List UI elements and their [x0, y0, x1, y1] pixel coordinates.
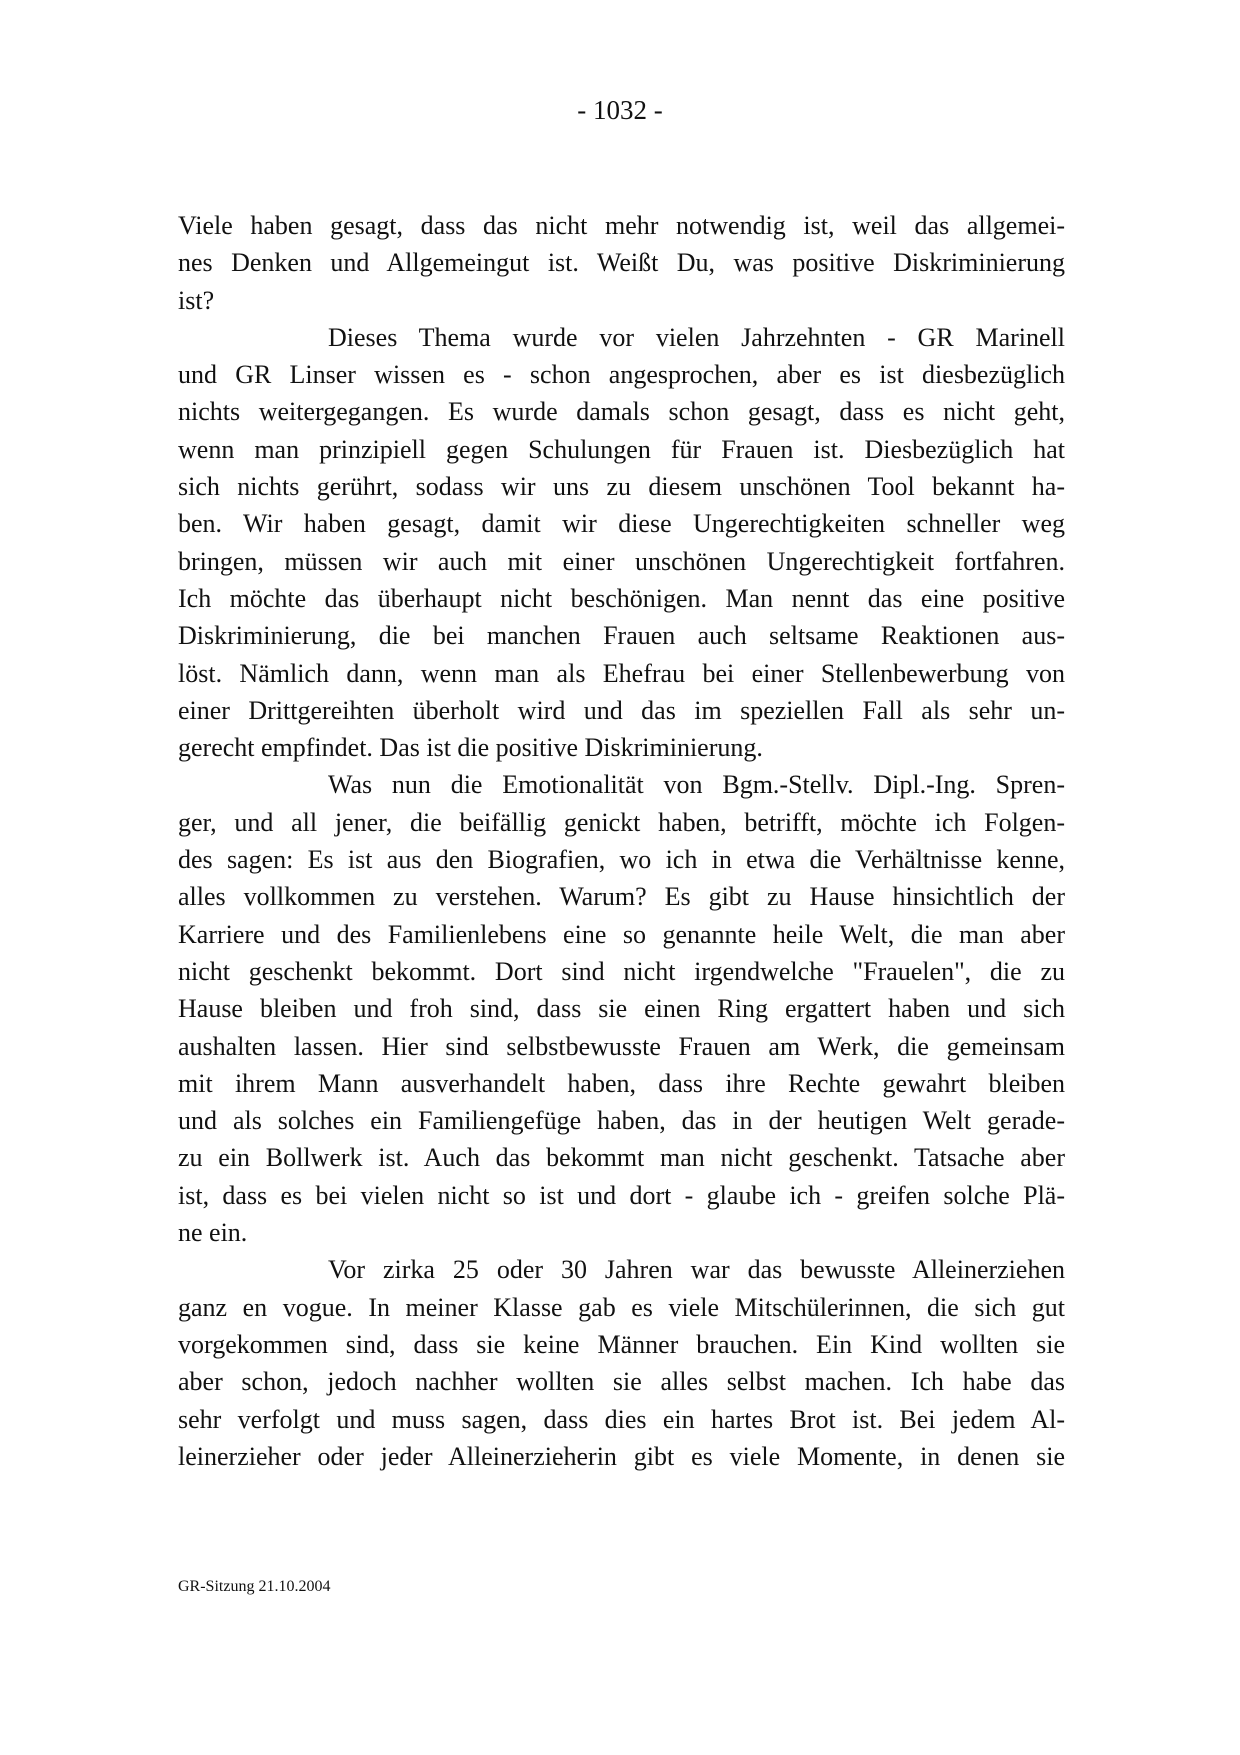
text-line: sehr verfolgt und muss sagen, dass dies ein hartes Brot ist. Bei jedem Al- [178, 1404, 1065, 1434]
text-line: Was nun die Emotionalität von Bgm.-Stellv. Dipl.-Ing. Spren- [328, 770, 1065, 800]
text-line: leinerzieher oder jeder Alleinerzieherin gibt es viele Momente, in denen sie [178, 1441, 1065, 1471]
text-line: ist, dass es bei vielen nicht so ist und dort - glaube ich - greifen solche Plä- [178, 1180, 1065, 1210]
text-line: aushalten lassen. Hier sind selbstbewusste Frauen am Werk, die gemeinsam [178, 1031, 1065, 1061]
text-line: Karriere und des Familienlebens eine so genannte heile Welt, die man aber [178, 919, 1065, 949]
text-line: ganz en vogue. In meiner Klasse gab es viele Mitschülerinnen, die sich gut [178, 1292, 1065, 1322]
text-line: Viele haben gesagt, dass das nicht mehr notwendig ist, weil das allgemei- [178, 211, 1065, 240]
text-line: alles vollkommen zu verstehen. Warum? Es gibt zu Hause hinsichtlich der [178, 882, 1065, 912]
text-line: Dieses Thema wurde vor vielen Jahrzehnten - GR Marinell [328, 322, 1065, 352]
text-line: nicht geschenkt bekommt. Dort sind nicht irgendwelche "Frauelen", die zu [178, 956, 1065, 986]
text-line: aber schon, jedoch nachher wollten sie alles selbst machen. Ich habe das [178, 1367, 1065, 1397]
body-text [178, 207, 1065, 1475]
text-line: sich nichts gerührt, sodass wir uns zu diesem unschönen Tool bekannt ha- [178, 472, 1065, 502]
text-line: zu ein Bollwerk ist. Auch das bekommt man nicht geschenkt. Tatsache aber [178, 1143, 1065, 1173]
text-line: ne ein. [178, 1218, 248, 1248]
text-line: bringen, müssen wir auch mit einer unschönen Ungerechtigkeit fortfahren. [178, 546, 1065, 576]
text-line: löst. Nämlich dann, wenn man als Ehefrau bei einer Stellenbewerbung von [178, 658, 1065, 688]
paragraph [178, 766, 1065, 1251]
text-line: Ich möchte das überhaupt nicht beschönigen. Man nennt das eine positive [178, 583, 1065, 613]
paragraph [178, 207, 1065, 319]
text-line: ger, und all jener, die beifällig genickt haben, betrifft, möchte ich Folgen- [178, 807, 1065, 837]
text-line: vorgekommen sind, dass sie keine Männer brauchen. Ein Kind wollten sie [178, 1329, 1065, 1359]
text-line: nichts weitergegangen. Es wurde damals schon gesagt, dass es nicht geht, [178, 397, 1065, 427]
text-line: mit ihrem Mann ausverhandelt haben, dass ihre Rechte gewahrt bleiben [178, 1068, 1065, 1098]
text-line: einer Drittgereihten überholt wird und das im speziellen Fall als sehr un- [178, 695, 1065, 725]
text-line: und als solches ein Familiengefüge haben, das in der heutigen Welt gerade- [178, 1106, 1065, 1136]
paragraph [178, 319, 1065, 767]
text-line: Hause bleiben und froh sind, dass sie einen Ring ergattert haben und sich [178, 994, 1065, 1024]
page-number: - 1032 - [577, 95, 663, 125]
text-line: Diskriminierung, die bei manchen Frauen auch seltsame Reaktionen aus- [178, 621, 1065, 651]
text-line: ist? [178, 285, 215, 315]
text-line: wenn man prinzipiell gegen Schulungen für Frauen ist. Diesbezüglich hat [178, 434, 1065, 464]
text-line: nes Denken und Allgemeingut ist. Weißt Du, was positive Diskriminierung [178, 248, 1065, 278]
text-line: und GR Linser wissen es - schon angesprochen, aber es ist diesbezüglich [178, 360, 1065, 390]
page-footer: GR-Sitzung 21.10.2004 [178, 1578, 331, 1595]
paragraph [178, 1251, 1065, 1475]
text-line: ben. Wir haben gesagt, damit wir diese Ungerechtigkeiten schneller weg [178, 509, 1065, 539]
text-line: gerecht empfindet. Das ist die positive Diskriminierung. [178, 733, 763, 763]
text-line: Vor zirka 25 oder 30 Jahren war das bewusste Alleinerziehen [328, 1255, 1065, 1285]
text-line: des sagen: Es ist aus den Biografien, wo ich in etwa die Verhältnisse kenne, [178, 845, 1065, 875]
